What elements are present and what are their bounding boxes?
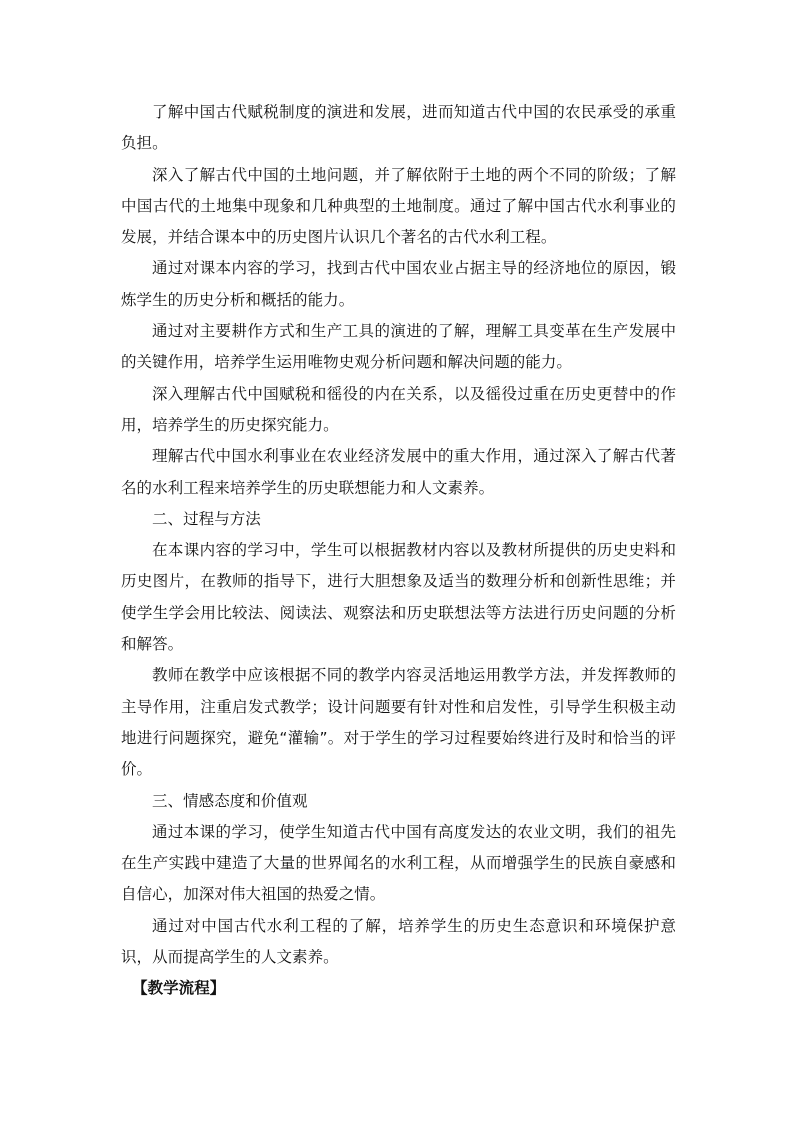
- paragraph-tax-and-corvee: 深入理解古代中国赋税和徭役的内在关系，以及徭役过重在历史更替中的作用，培养学生的历史探究能力。: [121, 384, 676, 434]
- teaching-flow-title: 【教学流程】: [132, 979, 226, 998]
- paragraph-learning-process: 在本课内容的学习中，学生可以根据教材内容以及教材所提供的历史史料和历史图片，在教师的指导下，进行大胆想象及适当的数理分析和创新性思维；并使学生学会用比较法、阅读法、观察法和历史联想法等方法进行历史问题的分析和解答。: [121, 541, 676, 654]
- section-heading-values: 三、情感态度和价值观: [152, 791, 308, 810]
- document-body: [121, 97, 676, 1005]
- paragraph-tax-system: 了解中国古代赋税制度的演进和发展，进而知道古代中国的农民承受的承重负担。: [121, 103, 676, 153]
- paragraph-humanistic-literacy: 通过对中国古代水利工程的了解，培养学生的历史生态意识和环境保护意识，从而提高学生的人文素养。: [121, 916, 676, 967]
- paragraph-agriculture-status: 通过对课本内容的学习，找到古代中国农业占据主导的经济地位的原因，锻炼学生的历史分析和概括的能力。: [121, 259, 676, 309]
- paragraph-tools-evolution: 通过对主要耕作方式和生产工具的演进的了解，理解工具变革在生产发展中的关键作用，培养学生运用唯物史观分析问题和解决问题的能力。: [121, 322, 676, 372]
- paragraph-land-issues: 深入了解古代中国的土地问题，并了解依附于土地的两个不同的阶级；了解中国古代的土地集中现象和几种典型的土地制度。通过了解中国古代水利事业的发展，并结合课本中的历史图片认识几个著名的古代水利工程。: [121, 165, 676, 247]
- section-heading-process-methods: 二、过程与方法: [152, 509, 261, 528]
- paragraph-water-conservancy: 理解古代中国水利事业在农业经济发展中的重大作用，通过深入了解古代著名的水利工程来培养学生的历史联想能力和人文素养。: [121, 447, 676, 497]
- paragraph-national-pride: 通过本课的学习，使学生知道古代中国有高度发达的农业文明，我们的祖先在生产实践中建造了大量的世界闻名的水利工程，从而增强学生的民族自豪感和自信心，加深对伟大祖国的热爱之情。: [121, 822, 676, 904]
- paragraph-teaching-methods: 教师在教学中应该根据不同的教学内容灵活地运用教学方法，并发挥教师的主导作用，注重启发式教学；设计问题要有针对性和启发性，引导学生积极主动地进行问题探究，避免“灌输”。对于学生的学习过程要始终进行及时和恰当的评价。: [121, 666, 676, 779]
